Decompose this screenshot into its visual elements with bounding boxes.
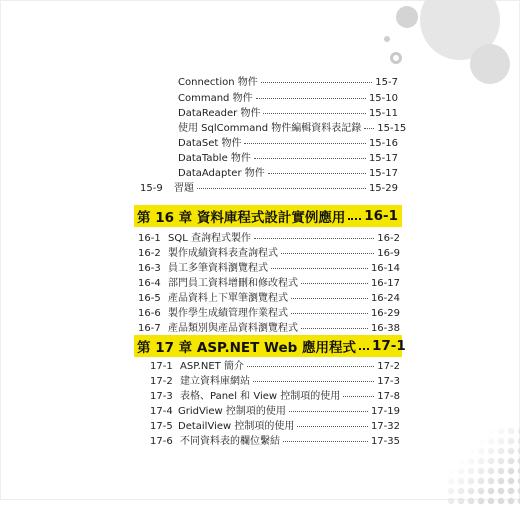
toc-page-number: 16-24 [370,293,400,304]
dot-leader [291,313,368,314]
toc-page-number: 15-11 [368,108,398,119]
toc-title: 產品資料上下單筆瀏覽程式 [168,293,288,304]
toc-page-number: 17-3 [377,376,400,387]
toc-title: SQL 查詢程式製作 [168,233,251,244]
toc-section-number: 16-6 [138,308,161,319]
toc-page-number: 16-38 [370,323,400,334]
toc-section-number: 16-3 [138,263,161,274]
toc-page-number: 15-17 [368,168,398,179]
toc-section-number: 17-6 [150,436,173,447]
toc-section[interactable] [138,277,400,291]
chapter-title: 第 16 章 資料庫程式設計實例應用 [137,210,346,226]
toc-section-number: 15-9 [140,183,163,194]
halftone-dots-decoration [446,426,520,506]
dot-leader [283,441,368,442]
toc-section-number: 16-1 [138,233,161,244]
toc-section-number: 16-7 [138,323,161,334]
toc-title: DataAdapter 物件 [178,168,265,179]
toc-section-number: 17-5 [150,421,173,432]
toc-section-number: 17-3 [150,391,173,402]
toc-title: 習題 [174,183,194,194]
toc-page-number: 16-17 [370,278,400,289]
dot-leader [261,82,373,83]
toc-page-number: 16-2 [377,233,400,244]
dot-leader [268,173,366,174]
toc-section[interactable] [150,375,400,389]
dot-leader [254,158,366,159]
dot-leader [348,218,361,220]
chapter-title: 第 17 章 ASP.NET Web 應用程式 [137,340,356,356]
toc-title: DataReader 物件 [178,108,261,119]
dot-leader [291,298,368,299]
toc-section[interactable] [138,307,400,321]
toc-page-number: 15-7 [375,77,398,88]
dot-leader [197,188,366,189]
decorative-dot [384,36,390,42]
toc-page-number: 17-2 [377,361,400,372]
toc-title: 表格、Panel 和 View 控制項的使用 [180,391,341,402]
toc-page-number: 15-17 [368,153,398,164]
decorative-circle [396,6,418,28]
dot-leader [271,268,368,269]
toc-page-number: 15-10 [368,93,398,104]
dot-leader [343,396,374,397]
toc-title: 員工多筆資料瀏覽程式 [168,263,268,274]
toc-section-number: 16-5 [138,293,161,304]
dot-leader [301,283,368,284]
toc-title: 建立資料庫網站 [180,376,250,387]
toc-title: DataSet 物件 [178,138,242,149]
toc-page-number: 17-19 [370,406,400,417]
toc-section[interactable] [138,232,400,246]
decorative-ring [390,52,402,64]
toc-page-number: 16-29 [370,308,400,319]
toc-page-number: 17-32 [370,421,400,432]
toc-section[interactable] [138,292,400,306]
toc-subitem[interactable] [178,76,398,90]
dot-leader [244,143,365,144]
toc-subitem[interactable] [178,152,398,166]
toc-subitem[interactable] [178,92,398,106]
dot-leader [281,253,374,254]
toc-section-number: 17-1 [150,361,173,372]
toc-section[interactable] [140,182,398,196]
toc-section-number: 16-2 [138,248,161,259]
dot-leader [253,381,374,382]
toc-page-number: 17-35 [370,436,400,447]
toc-subitem[interactable] [178,137,398,151]
toc-section[interactable] [150,435,400,449]
toc-page-number: 17-8 [377,391,400,402]
dot-leader [256,98,366,99]
toc-title: 產品類別與產品資料瀏覽程式 [168,323,298,334]
toc-title: DataTable 物件 [178,153,251,164]
chapter-page-number: 16-1 [364,208,398,224]
toc-section[interactable] [150,420,400,434]
toc-subitem[interactable] [178,107,398,121]
toc-page-number: 16-9 [377,248,400,259]
dot-leader [247,366,374,367]
decorative-circle [470,44,510,84]
dot-leader [297,426,368,427]
toc-section-number: 17-2 [150,376,173,387]
toc-title: 使用 SqlCommand 物件編輯資料表記錄 [178,123,362,134]
dot-leader [263,113,365,114]
toc-section[interactable] [138,322,400,336]
toc-page-number: 15-29 [368,183,398,194]
toc-section[interactable] [138,247,400,261]
chapter-page-number: 17-1 [371,338,406,354]
toc-title: 不同資料表的欄位繫結 [180,436,280,447]
toc-title: ASP.NET 簡介 [180,361,244,372]
dot-leader [289,411,368,412]
toc-title: 製作學生成績管理作業程式 [168,308,288,319]
toc-section[interactable] [138,262,400,276]
chapter-heading-16[interactable] [134,205,402,227]
chapter-heading-17[interactable] [134,335,406,357]
toc-title: DetailView 控制項的使用 [178,421,295,432]
toc-title: GridView 控制項的使用 [178,406,286,417]
dot-leader [364,128,374,129]
toc-page-number: 15-16 [368,138,398,149]
toc-section[interactable] [150,390,400,404]
toc-title: Connection 物件 [178,77,258,88]
toc-page-number: 16-14 [370,263,400,274]
dot-leader [301,328,368,329]
toc-page-number: 15-15 [377,123,407,134]
toc-title: 部門員工資料增刪和修改程式 [168,278,298,289]
dot-leader [359,348,369,350]
toc-section-number: 17-4 [150,406,173,417]
toc-section-number: 16-4 [138,278,161,289]
toc-subitem[interactable] [178,167,398,181]
toc-subitem[interactable] [178,122,407,136]
toc-section[interactable] [150,405,400,419]
toc-section[interactable] [150,360,400,374]
dot-leader [254,238,374,239]
toc-title: 製作成績資料表查詢程式 [168,248,278,259]
toc-title: Command 物件 [178,93,253,104]
